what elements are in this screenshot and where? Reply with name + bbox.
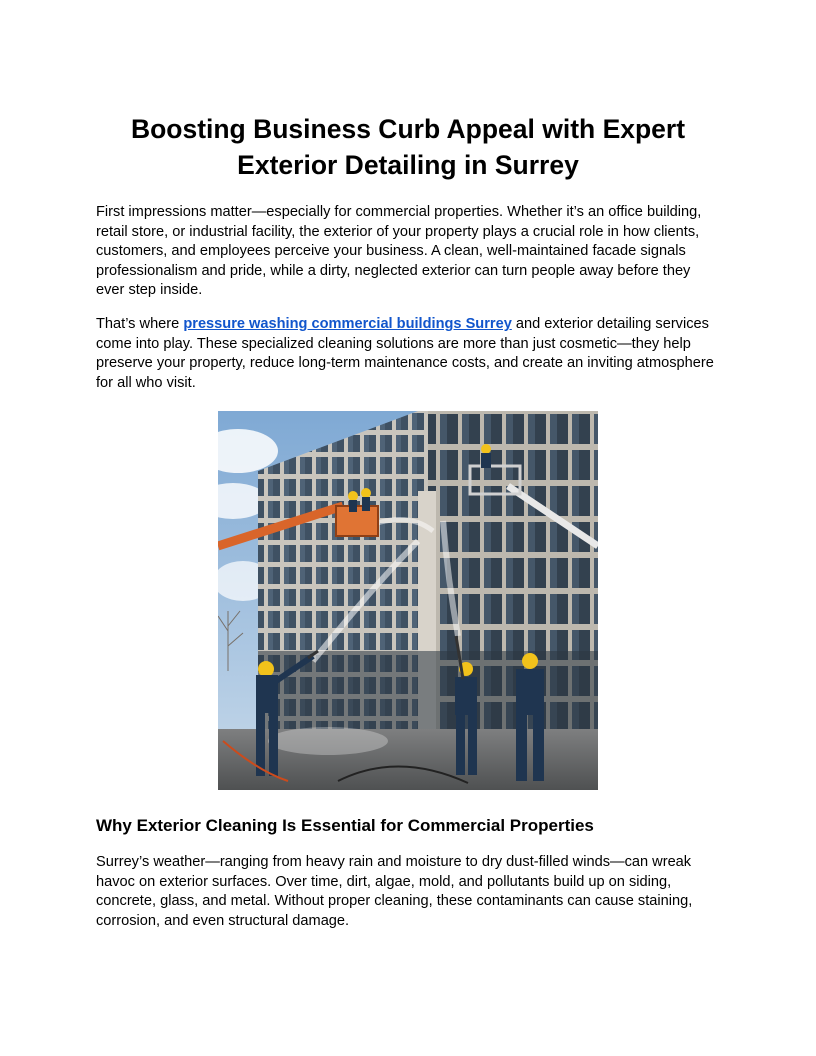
intro-paragraph: First impressions matter—especially for commercial properties. Whether it’s an office building, retail store, or industrial facility, the exterior of your property plays a crucial role in how clients, customers, and employees perceive your business. A clean, well-maintained facade signals professionalism and pride, while a dirty, neglected exterior can turn people away before they ever step inside. bbox=[96, 204, 702, 298]
building-pressure-washing-photo bbox=[218, 411, 598, 790]
page-title: Boosting Business Curb Appeal with Expert Exterior Detailing in Surrey bbox=[130, 114, 686, 180]
second-paragraph-rest: and exterior detailing services come into play. These specialized cleaning solutions are more than just cosmetic—they help preserve your property, reduce long-term maintenance costs, and create an inviting atmosphere for all who visit. bbox=[96, 316, 714, 391]
second-paragraph-lead: That’s where bbox=[96, 316, 184, 332]
section-heading: Why Exterior Cleaning Is Essential for Commercial Properties bbox=[96, 816, 594, 835]
second-paragraph bbox=[96, 315, 722, 393]
section-paragraph: Surrey’s weather—ranging from heavy rain and moisture to dry dust-filled winds—can wreak havoc on exterior surfaces. Over time, dirt, algae, mold, and pollutants build up on siding, concrete, glass, and metal. Without proper cleaning, these contaminants can cause staining, corrosion, and even structural damage. bbox=[96, 854, 693, 929]
pressure-washing-link[interactable]: pressure washing commercial buildings Surrey bbox=[183, 316, 512, 332]
